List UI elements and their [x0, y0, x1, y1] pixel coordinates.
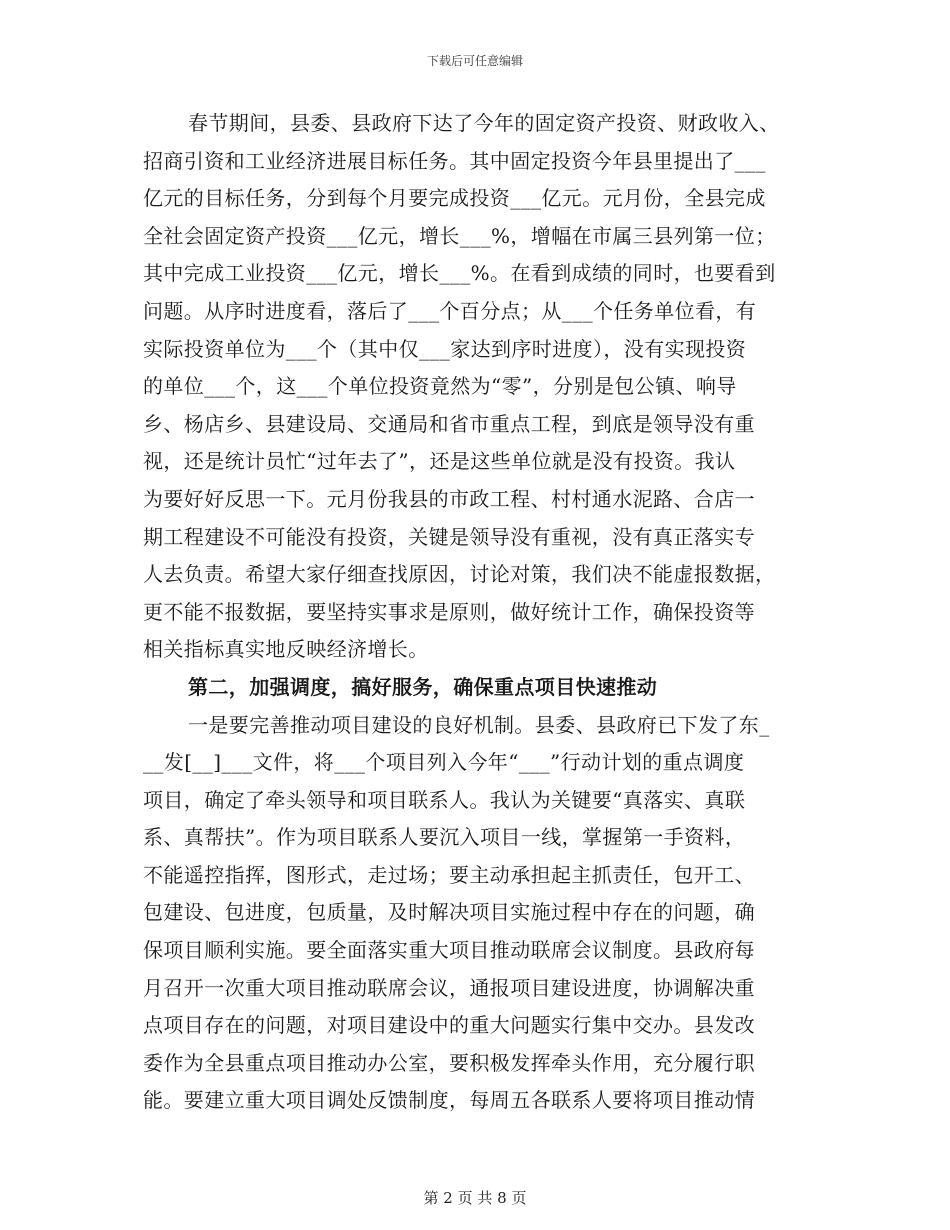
paragraph-line: 期工程建设不可能没有投资，关键是领导没有重视，没有真正落实专 — [143, 524, 755, 549]
paragraph-line: 系、真帮扶”。作为项目联系人要沉入项目一线，掌握第一手资料， — [143, 825, 746, 850]
paragraph-line: __发[__]___文件，将___个项目列入今年“___”行动计划的重点调度 — [143, 750, 745, 775]
paragraph-line: 更不能不报数据，要坚持实事求是原则，做好统计工作，确保投资等 — [143, 599, 755, 624]
paragraph-line: 为要好好反思一下。元月份我县的市政工程、村村通水泥路、合店一 — [143, 486, 755, 511]
paragraph-line: 乡、杨店乡、县建设局、交通局和省市重点工程，到底是领导没有重 — [143, 411, 755, 436]
paragraph-line: 能。要建立重大项目调处反馈制度，每周五各联系人要将项目推动情 — [143, 1088, 755, 1113]
paragraph-line: 人去负责。希望大家仔细查找原因，讨论对策，我们决不能虚报数据， — [143, 562, 776, 587]
paragraph-line: 委作为全县重点项目推动办公室，要积极发挥牵头作用，充分履行职 — [143, 1050, 755, 1075]
paragraph-line: 春节期间，县委、县政府下达了今年的固定资产投资、财政收入、 — [188, 111, 780, 135]
paragraph-line: 点项目存在的问题，对项目建设中的重大问题实行集中交办。县发改 — [143, 1013, 755, 1038]
paragraph-line: 一是要完善推动项目建设的良好机制。县委、县政府已下发了东_ — [188, 712, 770, 737]
paragraph-line: 相关指标真实地反映经济增长。 — [143, 637, 429, 662]
paragraph-line: 亿元的目标任务，分到每个月要完成投资___亿元。元月份，全县完成 — [143, 186, 766, 211]
paragraph-line: 的单位___个，这___个单位投资竟然为“零”，分别是包公镇、响导 — [143, 374, 737, 399]
page-header-note: 下载后可任意编辑 — [426, 54, 523, 68]
paragraph-line: 月召开一次重大项目推动联席会议，通报项目建设进度，协调解决重 — [143, 975, 755, 1000]
paragraph-line: 全社会固定资产投资___亿元，增长___%，增幅在市属三县列第一位； — [143, 223, 776, 248]
paragraph-line: 视，还是统计员忙“过年去了”，还是这些单位就是没有投资。我认 — [143, 449, 736, 474]
page-number: 第 2 页 共 8 页 — [423, 1189, 527, 1207]
paragraph-line: 包建设、包进度，包质量，及时解决项目实施过程中存在的问题，确 — [143, 900, 755, 925]
section-heading: 第二，加强调度，搞好服务，确保重点项目快速推动 — [188, 674, 658, 699]
paragraph-line: 保项目顺利实施。要全面落实重大项目推动联席会议制度。县政府每 — [143, 938, 755, 963]
paragraph-line: 招商引资和工业经济进展目标任务。其中固定投资今年县里提出了___ — [143, 148, 766, 173]
paragraph-line: 问题。从序时进度看，落后了___个百分点；从___个任务单位看，有 — [143, 298, 757, 323]
paragraph-line: 不能遥控指挥，图形式，走过场；要主动承担起主抓责任，包开工、 — [143, 862, 755, 887]
paragraph-line: 实际投资单位为___个（其中仅___家达到序时进度），没有实现投资 — [143, 336, 747, 361]
document-body — [143, 105, 805, 1120]
paragraph-line: 其中完成工业投资___亿元，增长___%。在看到成绩的同时，也要看到 — [143, 261, 776, 286]
paragraph-line: 项目，确定了牵头领导和项目联系人。我认为关键要“真落实、真联 — [143, 787, 746, 812]
